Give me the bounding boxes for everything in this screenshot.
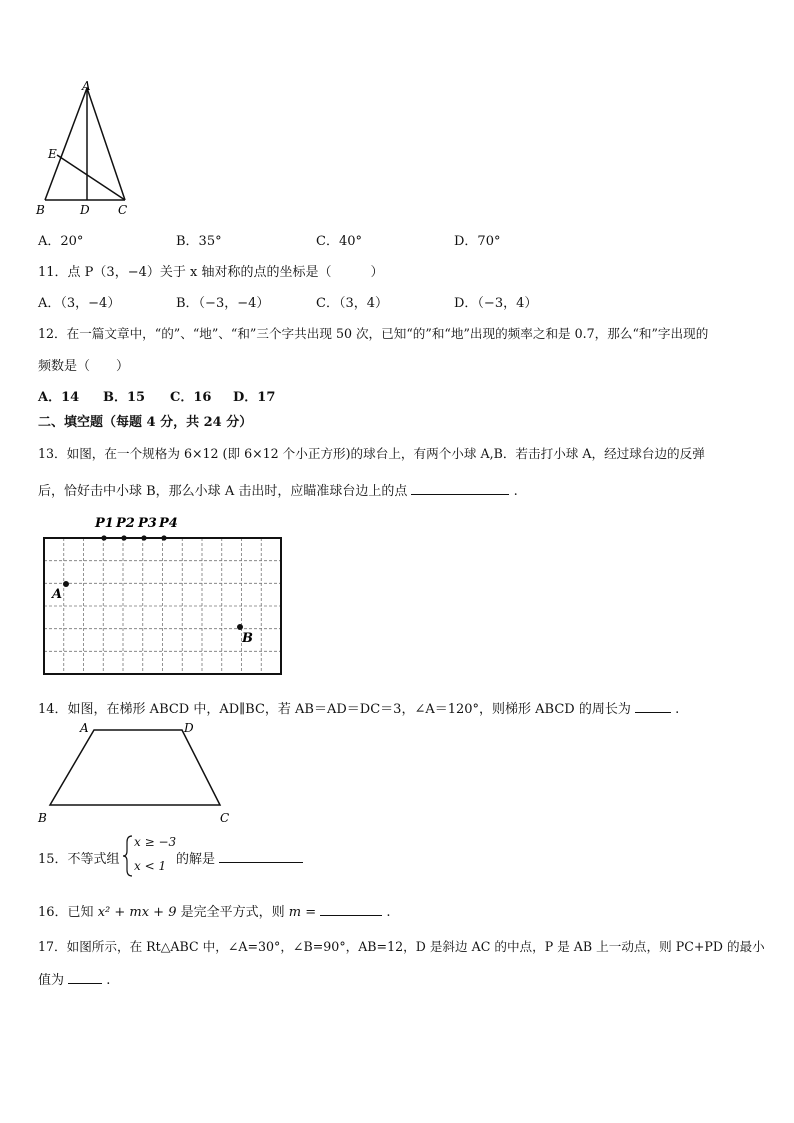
q17-answer-blank[interactable] <box>68 971 102 984</box>
q15-inequality-1: x ≥ −3 <box>134 835 177 849</box>
label-C-trap: C <box>220 811 230 825</box>
q16-prefix: 16．已知 <box>38 905 94 920</box>
billiard-grid-figure <box>40 510 290 680</box>
q11-option-a: A．（3，−4） <box>38 296 121 311</box>
label-P2: P2 <box>116 516 135 531</box>
q17-line2-end: . <box>106 973 111 988</box>
q12-line2: 频数是（ ） <box>38 359 130 374</box>
system-brace <box>122 834 134 878</box>
q15-inequality-2: x < 1 <box>134 859 167 873</box>
label-P4: P4 <box>159 516 178 531</box>
q12-line1: 12．在一篇文章中，“的”、“地”、“和”三个字共出现 50 次，已知“的”和“地”出现的频率之和是 0.7，那么“和”字出现的 <box>38 326 709 341</box>
label-B-trap: B <box>38 811 47 825</box>
q12-option-d: D．17 <box>233 390 276 405</box>
q17-line2-text: 值为 <box>38 973 65 988</box>
q16-row <box>38 901 391 920</box>
point-P3 <box>141 535 146 540</box>
q15-answer-blank[interactable] <box>219 850 303 863</box>
q11-text: 11．点 P（3，−4）关于 x 轴对称的点的坐标是（ ） <box>38 265 384 280</box>
q13-line2 <box>38 480 518 499</box>
label-B-ball: B <box>242 631 253 646</box>
q11-option-b: B．（−3，−4） <box>176 296 270 311</box>
q10-option-d: D．70° <box>454 234 501 249</box>
q16-variable: m = <box>288 905 317 920</box>
label-A: A <box>82 79 91 93</box>
q10-option-a: A．20° <box>38 234 84 249</box>
grid-lines <box>44 538 281 674</box>
q12-option-a: A．14 <box>38 390 80 405</box>
q13-line2-text: 后，恰好击中小球 B，那么小球 A 击出时，应瞄准球台边上的点 <box>38 484 408 499</box>
trapezoid-figure <box>34 718 244 830</box>
q15-suffix-row <box>176 848 303 867</box>
q11-option-c: C．（3，4） <box>316 296 388 311</box>
q13-line2-end: . <box>513 484 518 499</box>
point-P1 <box>101 535 106 540</box>
q15-suffix: 的解是 <box>176 852 216 867</box>
q14-text-end: . <box>675 702 680 717</box>
label-D: D <box>80 203 90 217</box>
q10-option-c: C．40° <box>316 234 362 249</box>
label-A-ball: A <box>52 587 63 602</box>
q14-text: 14．如图，在梯形 ABCD 中，AD∥BC，若 AB＝AD＝DC＝3，∠A＝120°，则梯形 ABCD 的周长为 <box>38 702 631 717</box>
q10-option-b: B．35° <box>176 234 222 249</box>
point-P2 <box>121 535 126 540</box>
q11-option-d: D．（−3，4） <box>454 296 538 311</box>
q13-answer-blank[interactable] <box>411 482 509 495</box>
q14-answer-blank[interactable] <box>635 700 671 713</box>
point-P4 <box>161 535 166 540</box>
q15-prefix: 15．不等式组 <box>38 852 120 867</box>
q16-answer-blank[interactable] <box>320 903 382 916</box>
label-A-trap: A <box>80 721 89 735</box>
q14-text-row <box>38 698 679 717</box>
q16-middle: 是完全平方式，则 <box>180 905 285 920</box>
q17-line2 <box>38 969 110 988</box>
label-P3: P3 <box>138 516 157 531</box>
ball-A <box>63 581 69 587</box>
q12-option-c: C．16 <box>170 390 212 405</box>
label-E: E <box>48 147 57 161</box>
triangle-figure <box>30 78 140 218</box>
section-title: 二、填空题（每题 4 分，共 24 分） <box>38 415 253 430</box>
q12-option-b: B．15 <box>103 390 146 405</box>
label-B: B <box>36 203 45 217</box>
q16-end: . <box>386 905 391 920</box>
ball-B <box>237 624 243 630</box>
q16-expression: x² + mx + 9 <box>97 905 177 920</box>
q17-line1: 17．如图所示，在 Rt△ABC 中，∠A=30°，∠B=90°，AB=12，D 是斜边 AC 的中点，P 是 AB 上一动点，则 PC+PD 的最小 <box>38 939 765 954</box>
label-P1: P1 <box>95 516 114 531</box>
label-D-trap: D <box>184 721 194 735</box>
q13-line1: 13．如图，在一个规格为 6×12 (即 6×12 个小正方形)的球台上，有两个小球 A,B．若击打小球 A，经过球台边的反弹 <box>38 446 705 461</box>
label-C: C <box>118 203 128 217</box>
